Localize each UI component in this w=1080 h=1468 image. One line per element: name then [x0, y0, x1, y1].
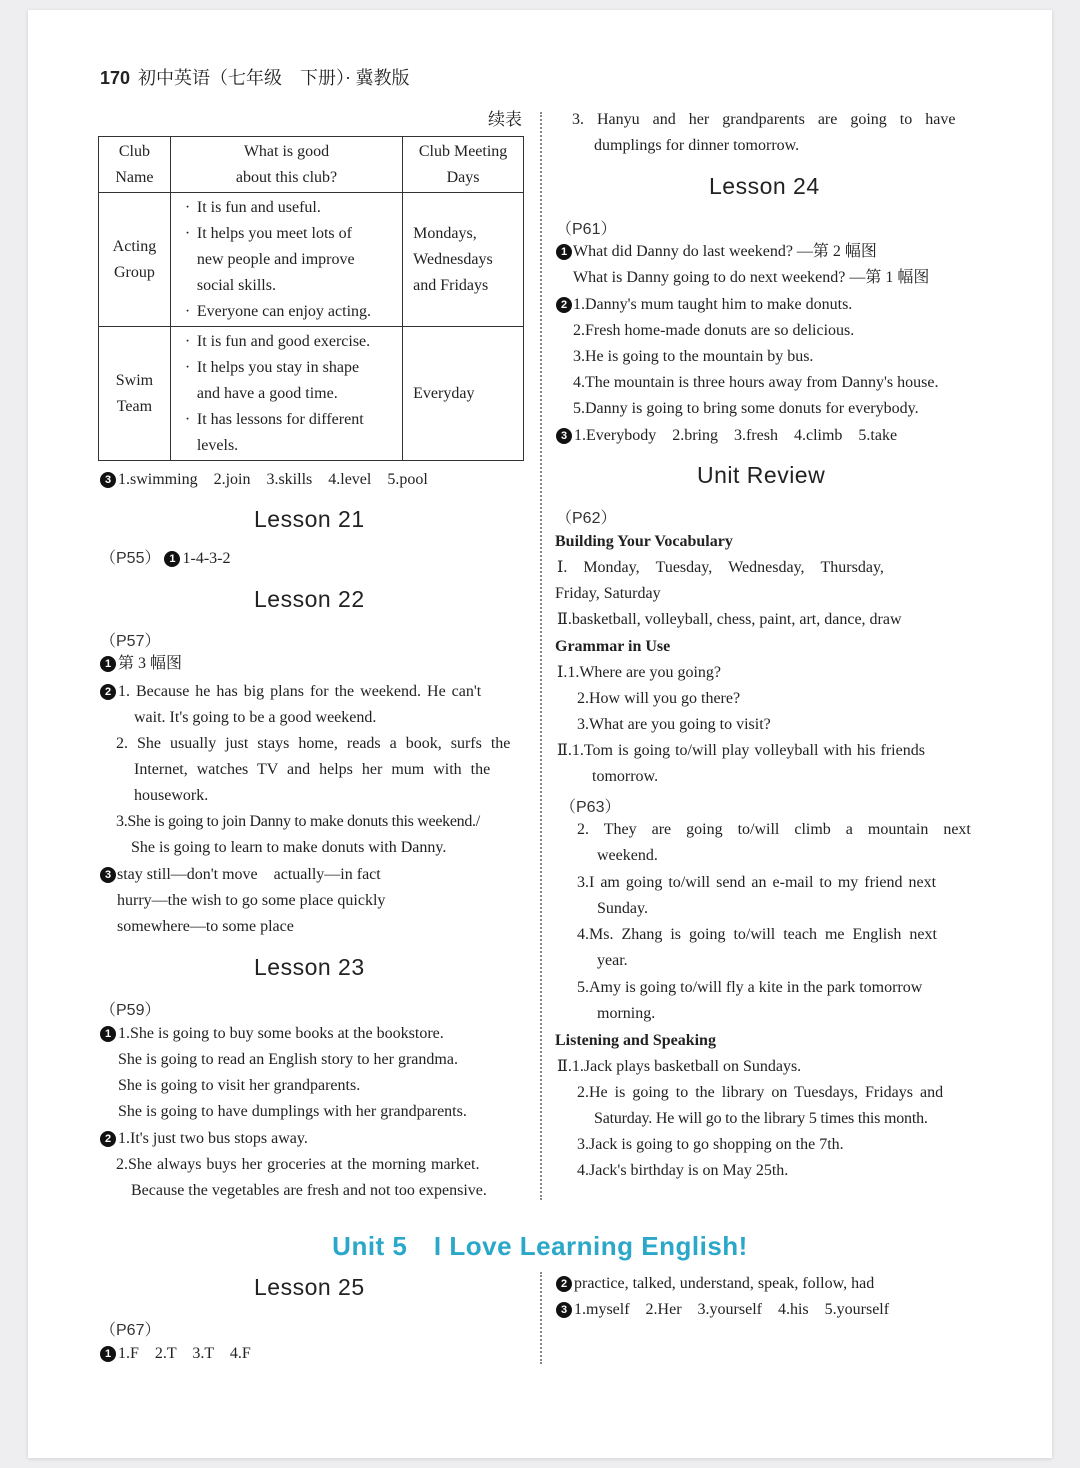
lesson-23-a1-mark — [100, 1024, 118, 1044]
lesson-21-title: Lesson 21 — [254, 506, 365, 532]
lesson-22-a2-mark — [100, 682, 118, 702]
grammar-line: morning. — [597, 1005, 656, 1022]
table-row — [99, 327, 524, 461]
grammar-line: tomorrow. — [592, 768, 659, 785]
vocab-line: Ⅱ.basketball, volleyball, chess, paint, art, dance, draw — [557, 611, 902, 628]
grammar-line: weekend. — [597, 847, 658, 864]
lesson-25-a3: 3 1.myself 2.Her 3.yourself 4.his 5.yourself — [556, 1300, 889, 1320]
answer-number-badge: 1 — [100, 1346, 116, 1362]
page-number: 170 — [100, 68, 131, 88]
lesson-23-a2-3-line: dumplings for dinner tomorrow. — [594, 137, 800, 154]
grammar-line: Ⅰ.1.Where are you going? — [557, 664, 722, 681]
lesson-23-a1-line: She is going to have dumplings with her grandparents. — [118, 1103, 467, 1120]
lesson-23-a2-line: 1.It's just two bus stops away. — [118, 1130, 308, 1147]
unit-5-title: Unit 5 I Love Learning English! — [332, 1231, 748, 1261]
lesson-24-a1-line: What is Danny going to do next weekend? —第 1 幅图 — [573, 269, 930, 286]
lesson-22-a3-mark — [100, 865, 118, 885]
lesson-22-page: （P57） — [100, 633, 161, 650]
lesson-22-a2-line: 3.She is going to join Danny to make donuts this weekend./ — [116, 813, 480, 830]
lesson-24-a2-mark — [556, 295, 574, 315]
lesson-23-title: Lesson 23 — [254, 954, 365, 980]
lesson-24-a1-line: What did Danny do last weekend? —第 2 幅图 — [573, 243, 877, 260]
club-good-cell: · It is fun and good exercise. · It helps you stay in shape and have a good time. · It has lessons for different levels. — [170, 327, 402, 461]
grammar-line: 3.I am going to/will send an e-mail to my friend next — [577, 874, 937, 891]
club-good-cell: · It is fun and useful. · It helps you meet lots of new people and improve social skills. · Everyone can enjoy acting. — [170, 193, 402, 327]
lesson-22-a3-line: hurry—the wish to go some place quickly — [117, 892, 386, 909]
answer-number-badge: 1 — [556, 244, 572, 260]
answer-number-badge: 2 — [100, 1131, 116, 1147]
header-what-is-good: What is good about this club? — [170, 137, 402, 193]
listening-line: Saturday. He will go to the library 5 times this month. — [594, 1110, 928, 1127]
lesson-25-a1: 1 1.F 2.T 3.T 4.F — [100, 1344, 251, 1364]
lesson-24-a2-line: 1.Danny's mum taught him to make donuts. — [573, 296, 853, 313]
lesson-22-a2-line: Internet, watches TV and helps her mum with the — [134, 761, 491, 778]
lesson-21-answer: （P55） 1 1-4-3-2 — [100, 550, 231, 567]
column-divider-bottom — [540, 1272, 542, 1364]
answer-number-badge: 3 — [100, 472, 116, 488]
header-meeting-days: Club Meeting Days — [403, 137, 524, 193]
listening-line: 2.He is going to the library on Tuesdays, Fridays and — [577, 1084, 944, 1101]
page-header — [100, 64, 410, 90]
answer-number-badge: 2 — [556, 297, 572, 313]
table-caption: 续表 — [488, 110, 522, 129]
vocab-line: Friday, Saturday — [555, 585, 661, 602]
column-divider-top — [540, 112, 542, 1200]
grammar-line: 2.How will you go there? — [577, 690, 741, 707]
lesson-22-a3-line: stay still—don't move actually—in fact — [117, 866, 381, 883]
lesson-23-page: （P59） — [100, 1002, 161, 1019]
listening-line: 4.Jack's birthday is on May 25th. — [577, 1162, 789, 1179]
club-days-cell: Mondays, Wednesdays and Fridays — [403, 193, 524, 327]
grammar-line: Sunday. — [597, 900, 648, 917]
lesson-22-a2-line: 1. Because he has big plans for the weekend. He can't — [118, 683, 482, 700]
lesson-24-a2-line: 5.Danny is going to bring some donuts for everybody. — [573, 400, 919, 417]
book-title: 初中英语（七年级 下册）· 冀教版 — [138, 68, 410, 88]
table-row — [99, 193, 524, 327]
lesson-25-page: （P67） — [100, 1322, 161, 1339]
lesson-24-a2-line: 3.He is going to the mountain by bus. — [573, 348, 814, 365]
lesson-23-a1-line: She is going to visit her grandparents. — [118, 1077, 361, 1094]
grammar-line: Ⅱ.1.Tom is going to/will play volleyball with his friends — [557, 742, 925, 759]
table-header-row — [99, 137, 524, 193]
lesson-25-title: Lesson 25 — [254, 1274, 365, 1300]
lesson-22-a1: 1 第 3 幅图 — [100, 654, 182, 674]
review-page-p63: （P63） — [560, 799, 621, 816]
grammar-line: 5.Amy is going to/will fly a kite in the park tomorrow — [577, 979, 923, 996]
grammar-line: 2. They are going to/will climb a mountain next — [577, 821, 971, 838]
listening-line: 3.Jack is going to go shopping on the 7th. — [577, 1136, 844, 1153]
answer-number-badge: 2 — [100, 684, 116, 700]
header-club-name: Club Name — [99, 137, 171, 193]
lesson-24-a3: 3 1.Everybody 2.bring 3.fresh 4.climb 5.take — [556, 426, 897, 446]
answer-number-badge: 1 — [164, 551, 180, 567]
answer-number-badge: 3 — [100, 867, 116, 883]
club-name-cell: Acting Group — [99, 193, 171, 327]
lesson-24-a2-line: 2.Fresh home-made donuts are so delicious. — [573, 322, 855, 339]
lesson-22-a2-line: She is going to learn to make donuts with Danny. — [131, 839, 447, 856]
unit-review-title: Unit Review — [697, 462, 826, 488]
lesson-24-a2-line: 4.The mountain is three hours away from Danny's house. — [573, 374, 939, 391]
lesson-23-a2-mark — [100, 1129, 118, 1149]
lesson-23-a1-line: She is going to read an English story to her grandma. — [118, 1051, 458, 1068]
lesson-23-a2-line: Because the vegetables are fresh and not too expensive. — [131, 1182, 487, 1199]
answer-number-badge: 3 — [556, 1302, 572, 1318]
table-answers: 3 1.swimming 2.join 3.skills 4.level 5.pool — [100, 470, 428, 490]
club-name-cell: Swim Team — [99, 327, 171, 461]
grammar-title: Grammar in Use — [555, 638, 671, 655]
lesson-24-title: Lesson 24 — [709, 173, 820, 199]
answer-number-badge: 1 — [100, 1026, 116, 1042]
answer-number-badge: 2 — [556, 1276, 572, 1292]
lesson-22-title: Lesson 22 — [254, 586, 365, 612]
club-days-cell: Everyday — [403, 327, 524, 461]
lesson-22-a2-line: 2. She usually just stays home, reads a book, surfs the — [116, 735, 511, 752]
lesson-22-a2-line: wait. It's going to be a good weekend. — [134, 709, 377, 726]
review-page-p62: （P62） — [556, 510, 617, 527]
lesson-23-a2-line: 2.She always buys her groceries at the morning market. — [116, 1156, 480, 1173]
lesson-22-a3-line: somewhere—to some place — [117, 918, 294, 935]
listening-title: Listening and Speaking — [555, 1032, 716, 1049]
lesson-23-a2-3-line: 3. Hanyu and her grandparents are going to have — [572, 111, 956, 128]
grammar-line: year. — [597, 952, 628, 969]
vocab-line: Ⅰ. Monday, Tuesday, Wednesday, Thursday, — [557, 559, 884, 576]
vocab-title: Building Your Vocabulary — [555, 533, 733, 550]
answer-number-badge: 3 — [556, 428, 572, 444]
grammar-line: 4.Ms. Zhang is going to/will teach me English next — [577, 926, 937, 943]
lesson-23-a1-line: 1.She is going to buy some books at the bookstore. — [118, 1025, 444, 1042]
listening-line: Ⅱ.1.Jack plays basketball on Sundays. — [557, 1058, 802, 1075]
lesson-24-a1-mark — [556, 242, 574, 262]
lesson-22-a2-line: housework. — [134, 787, 209, 804]
answer-number-badge: 1 — [100, 656, 116, 672]
club-table — [98, 136, 524, 461]
grammar-line: 3.What are you going to visit? — [577, 716, 771, 733]
lesson-24-page: （P61） — [556, 221, 617, 238]
lesson-25-a2: 2 practice, talked, understand, speak, follow, had — [556, 1274, 874, 1294]
